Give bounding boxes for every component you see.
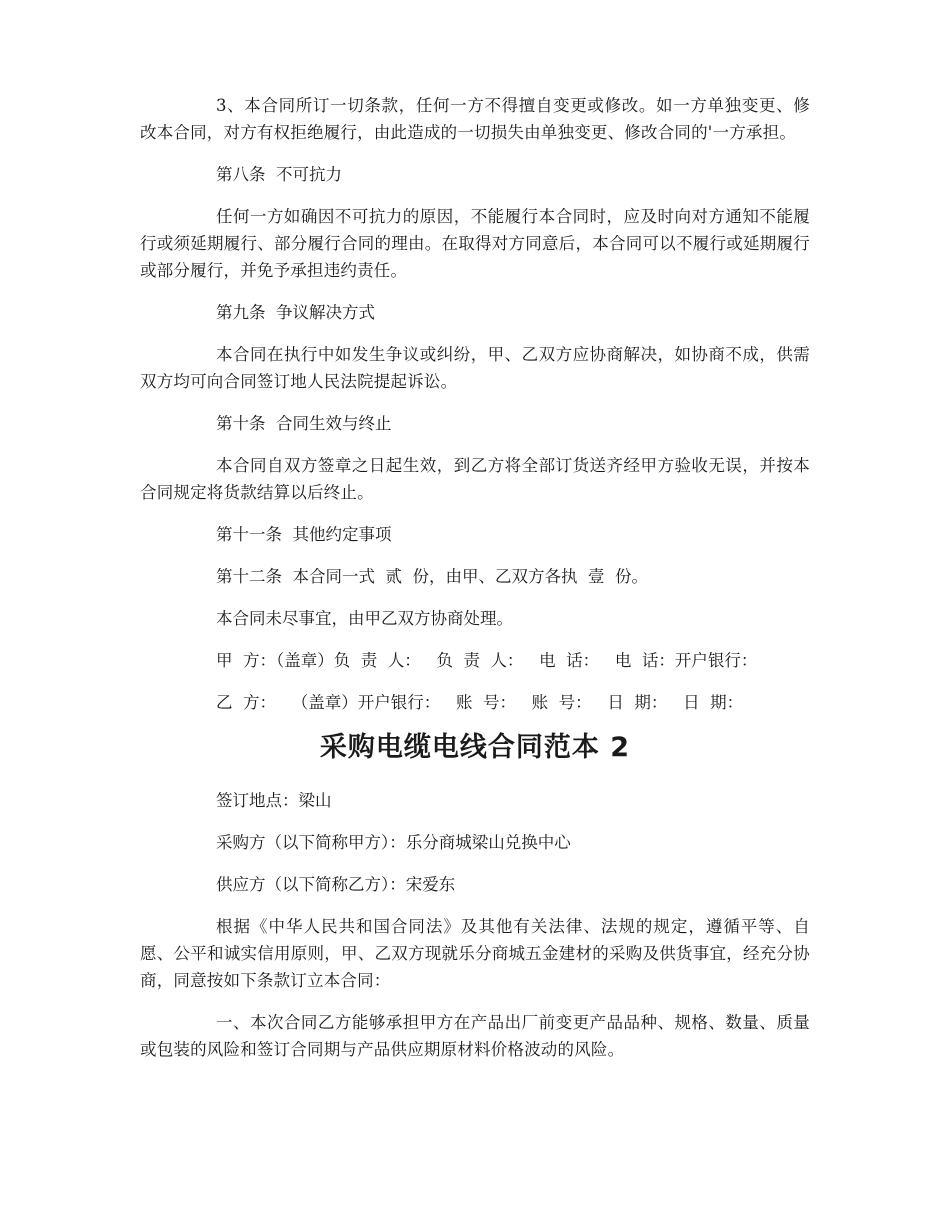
signature-line-party-b: 乙 方： （盖章）开户银行： 账 号： 账 号： 日 期： 日 期：	[216, 693, 744, 712]
paragraph-modification-clause: 3、本合同所订一切条款，任何一方不得擅自变更或修改。如一方单独变更、修改本合同，对方有权拒绝履行，由此造成的一切损失由单独变更、修改合同的'一方承担。	[140, 96, 810, 142]
article-8-heading: 第八条 不可抗力	[216, 165, 342, 184]
article-8-body: 任何一方如确因不可抗力的原因，不能履行本合同时，应及时向对方通知不能履行或须延期履行、部分履行合同的理由。在取得对方同意后，本合同可以不履行或延期履行或部分履行，并免予承担违约责任。	[140, 207, 810, 280]
signing-place: 签订地点：梁山	[216, 791, 332, 810]
article-9-heading: 第九条 争议解决方式	[216, 303, 375, 322]
signature-line-party-a: 甲 方：（盖章）负 责 人： 负 责 人： 电 话： 电 话：开户银行：	[216, 651, 758, 670]
section-title: 采购电缆电线合同范本 2	[319, 732, 631, 763]
article-11-heading: 第十一条 其他约定事项	[216, 525, 392, 544]
article-12-heading: 第十二条 本合同一式 贰 份，由甲、乙双方各执 壹 份。	[216, 567, 648, 586]
article-9-body: 本合同在执行中如发生争议或纠纷，甲、乙双方应协商解决，如协商不成，供需双方均可向合同签订地人民法院提起诉讼。	[140, 345, 810, 391]
article-10-heading: 第十条 合同生效与终止	[216, 414, 392, 433]
document-page	[140, 92, 810, 1078]
article-10-body: 本合同自双方签章之日起生效，到乙方将全部订货送齐经甲方验收无误，并按本合同规定将货款结算以后终止。	[140, 456, 810, 502]
buyer-line: 采购方（以下简称甲方）：乐分商城梁山兑换中心	[216, 833, 571, 852]
basis-paragraph: 根据《中华人民共和国合同法》及其他有关法律、法规的规定，遵循平等、自愿、公平和诚实信用原则，甲、乙双方现就乐分商城五金建材的采购及供货事宜，经充分协商，同意按如下条款订立本合同：	[140, 917, 810, 990]
clause-1-paragraph: 一、本次合同乙方能够承担甲方在产品出厂前变更产品品种、规格、数量、质量或包装的风险和签订合同期与产品供应期原材料价格波动的风险。	[140, 1013, 810, 1059]
supplier-line: 供应方（以下简称乙方）：宋爱东	[216, 875, 456, 894]
misc-note: 本合同未尽事宜，由甲乙双方协商处理。	[216, 609, 513, 628]
